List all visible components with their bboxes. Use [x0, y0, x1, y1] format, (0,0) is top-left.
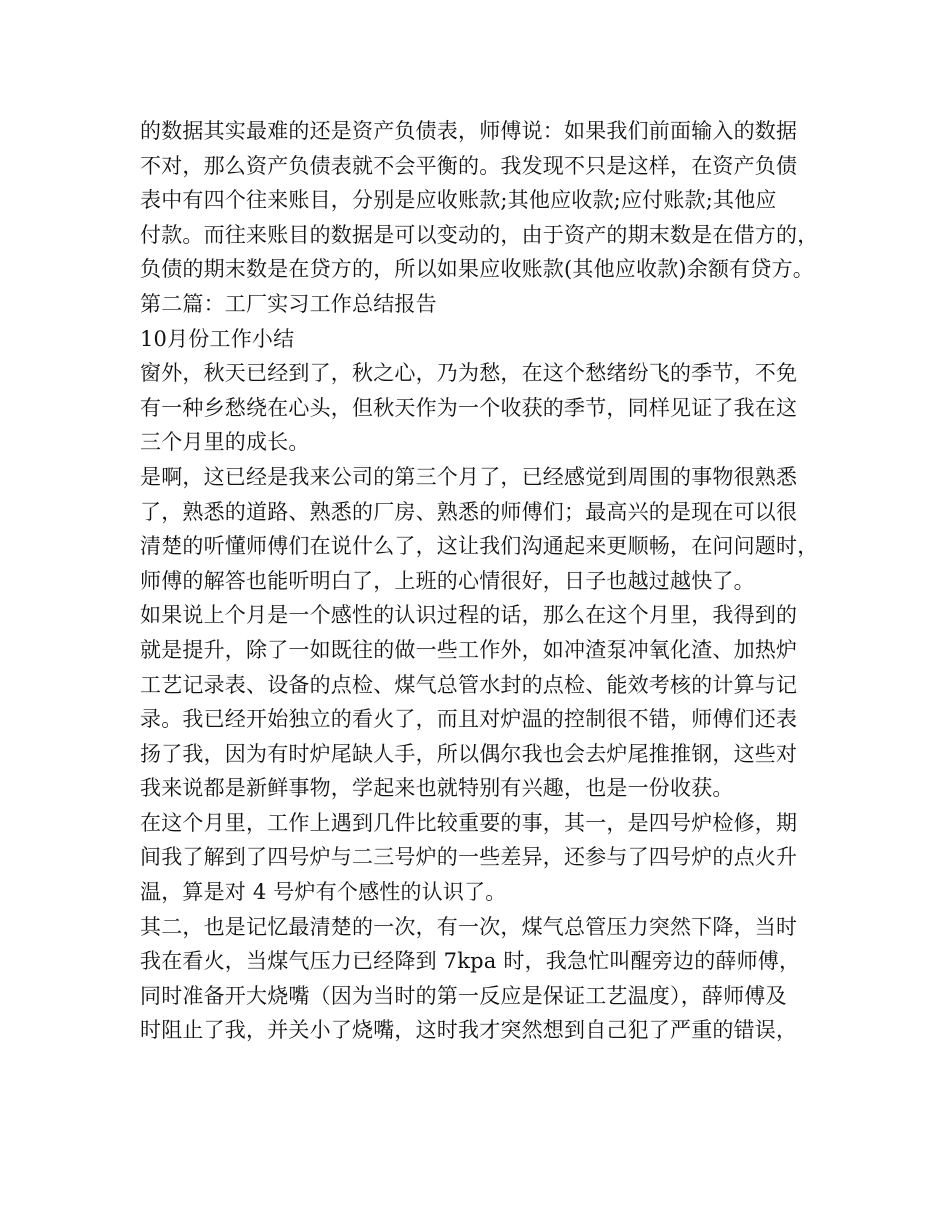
text-line: 师傅的解答也能听明白了，上班的心情很好，日子也越过越快了。: [140, 568, 755, 593]
text-line: 不对，那么资产负债表就不会平衡的。我发现不只是这样，在资产负债: [140, 153, 798, 178]
text-line: 的数据其实最难的还是资产负债表，师傅说：如果我们前面输入的数据: [140, 119, 798, 143]
text-line: 其二，也是记忆最清楚的一次，有一次，煤气总管压力突然下降，当时: [140, 914, 798, 939]
section-heading: 第二篇：工厂实习工作总结报告: [140, 291, 437, 316]
text-line: 有一种乡愁绕在心头，但秋天作为一个收获的季节，同样见证了我在这: [140, 395, 798, 420]
text-line: 同时准备开大烧嘴（因为当时的第一反应是保证工艺温度），薛师傅及: [140, 983, 787, 1008]
text-line: 就是提升，除了一如既往的做一些工作外，如冲渣泵冲氧化渣、加热炉: [140, 637, 798, 662]
text-line: 负债的期末数是在贷方的，所以如果应收账款(其他应收款)余额有贷方。: [140, 257, 814, 282]
text-line: 录。我已经开始独立的看火了，而且对炉温的控制很不错，师傅们还表: [140, 707, 798, 732]
text-line: 温，算是对 4 号炉有个感性的认识了。: [140, 880, 507, 905]
text-line: 三个月里的成长。: [140, 430, 310, 455]
text-line: 我在看火，当煤气压力已经降到 7kpa 时，我急忙叫醒旁边的薛师傅，: [140, 949, 801, 974]
text-line: 扬了我，因为有时炉尾缺人手，所以偶尔我也会去炉尾推推钢，这些对: [140, 741, 798, 766]
text-line: 间我了解到了四号炉与二三号炉的一些差异，还参与了四号炉的点火升: [140, 845, 798, 870]
text-line: 是啊，这已经是我来公司的第三个月了，已经感觉到周围的事物很熟悉: [140, 464, 798, 489]
document-body: [140, 114, 830, 1048]
text-line: 在这个月里，工作上遇到几件比较重要的事，其一，是四号炉检修，期: [140, 810, 798, 835]
text-line: 付款。而往来账目的数据是可以变动的，由于资产的期末数是在借方的，: [140, 222, 819, 247]
text-line: 表中有四个往来账目，分别是应收账款;其他应收款;应付账款;其他应: [140, 188, 777, 213]
text-line: 如果说上个月是一个感性的认识过程的话，那么在这个月里，我得到的: [140, 603, 798, 628]
subheading: 10月份工作小结: [140, 326, 295, 351]
text-line: 窗外，秋天已经到了，秋之心，乃为愁，在这个愁绪纷飞的季节，不免: [140, 361, 798, 386]
text-line: 我来说都是新鲜事物，学起来也就特别有兴趣，也是一份收获。: [140, 776, 734, 801]
text-line: 时阻止了我，并关小了烧嘴，这时我才突然想到自己犯了严重的错误，: [140, 1018, 798, 1043]
text-line: 清楚的听懂师傅们在说什么了，这让我们沟通起来更顺畅，在问问题时，: [140, 534, 819, 559]
text-line: 工艺记录表、设备的点检、煤气总管水封的点检、能效考核的计算与记: [140, 672, 798, 697]
text-line: 了，熟悉的道路、熟悉的厂房、熟悉的师傅们；最高兴的是现在可以很: [140, 499, 798, 524]
